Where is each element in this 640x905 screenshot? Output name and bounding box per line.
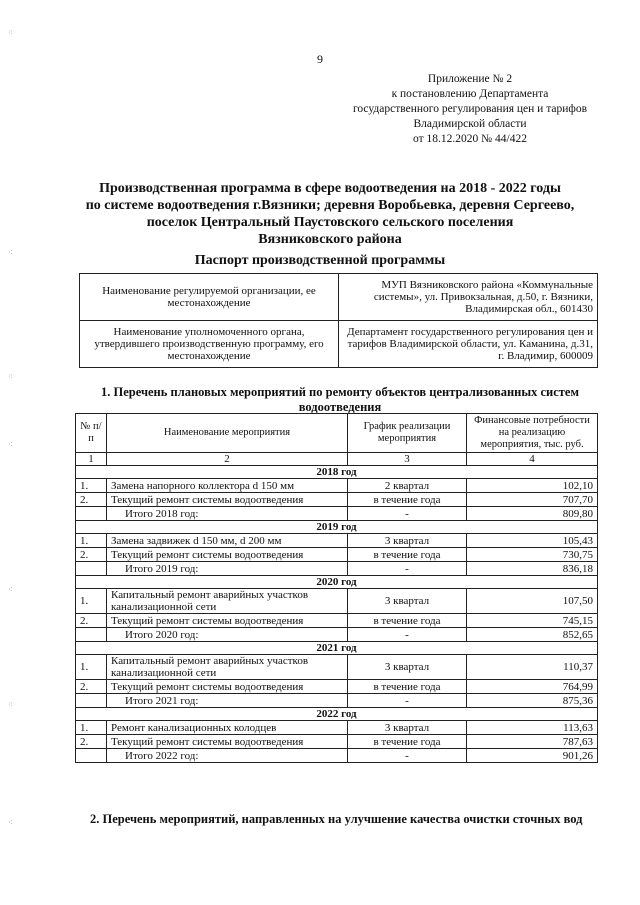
total-num [76, 507, 107, 521]
passport-table [79, 273, 598, 368]
page-number: 9 [317, 52, 323, 66]
margin-mark: ⁖ [8, 28, 13, 37]
year-row [76, 576, 598, 589]
item-name: Капитальный ремонт аварийных участков канализационной сети [107, 589, 348, 614]
margin-mark: ⁖ [8, 248, 13, 257]
total-label: Итого 2019 год: [107, 562, 348, 576]
margin-mark: ⁖ [8, 585, 13, 594]
total-label: Итого 2021 год: [107, 694, 348, 708]
item-schedule: 3 квартал [348, 589, 467, 614]
total-num [76, 628, 107, 642]
item-num: 2. [76, 493, 107, 507]
header-amount: Финансовые потребности на реализацию мероприятия, тыс. руб. [467, 414, 598, 453]
total-schedule: - [348, 628, 467, 642]
table-row [76, 479, 598, 493]
document-title [60, 180, 600, 248]
section2-title: 2. Перечень мероприятий, направленных на улучшение качества очистки сточных вод [90, 812, 583, 826]
item-name: Текущий ремонт системы водоотведения [107, 548, 348, 562]
item-amount: 745,15 [467, 614, 598, 628]
margin-mark: ⁖ [8, 818, 13, 827]
section1-title: 1. Перечень плановых мероприятий по ремонту объектов централизованных систем водоотведения [101, 385, 579, 414]
item-name: Ремонт канализационных колодцев [107, 721, 348, 735]
title-line: Вязниковского района [258, 232, 402, 247]
item-schedule: в течение года [348, 493, 467, 507]
item-amount: 102,10 [467, 479, 598, 493]
item-num: 2. [76, 680, 107, 694]
appendix-line: Приложение № 2 [427, 73, 513, 85]
total-num [76, 562, 107, 576]
item-schedule: в течение года [348, 735, 467, 749]
appendix-line: Владимирской области [413, 118, 527, 130]
item-num: 1. [76, 655, 107, 680]
header-num: № п/п [76, 414, 107, 453]
header-name: Наименование мероприятия [107, 414, 348, 453]
total-num [76, 749, 107, 763]
total-row [76, 628, 598, 642]
total-num [76, 694, 107, 708]
item-amount: 107,50 [467, 589, 598, 614]
item-name: Капитальный ремонт аварийных участков канализационной сети [107, 655, 348, 680]
colnum: 4 [467, 453, 598, 466]
item-amount: 730,75 [467, 548, 598, 562]
margin-mark: ⁖ [8, 440, 13, 449]
passport-value: Департамент государственного регулирования цен и тарифов Владимирской области, ул. Каманина, д.31, г. Владимир, 600009 [339, 321, 598, 368]
year-row [76, 521, 598, 534]
header-schedule: График реализации мероприятия [348, 414, 467, 453]
margin-mark: ⁖ [8, 372, 13, 381]
table-row [76, 548, 598, 562]
passport-value: МУП Вязниковского района «Коммунальные системы», ул. Привокзальная, д.50, г. Вязники, Владимирская обл., 601430 [339, 274, 598, 321]
table-row [76, 680, 598, 694]
year-row [76, 466, 598, 479]
total-row [76, 749, 598, 763]
total-amount: 809,80 [467, 507, 598, 521]
appendix-block [330, 72, 610, 147]
item-num: 2. [76, 735, 107, 749]
item-amount: 113,63 [467, 721, 598, 735]
total-schedule: - [348, 694, 467, 708]
item-schedule: 3 квартал [348, 721, 467, 735]
item-num: 2. [76, 548, 107, 562]
total-row [76, 694, 598, 708]
item-amount: 764,99 [467, 680, 598, 694]
total-schedule: - [348, 749, 467, 763]
year-label: 2018 год [76, 466, 598, 479]
item-name: Текущий ремонт системы водоотведения [107, 680, 348, 694]
total-amount: 901,26 [467, 749, 598, 763]
year-row [76, 642, 598, 655]
item-schedule: 3 квартал [348, 534, 467, 548]
appendix-line: к постановлению Департамента [391, 88, 549, 100]
passport-label: Наименование регулируемой организации, ее местонахождение [80, 274, 339, 321]
item-schedule: в течение года [348, 548, 467, 562]
margin-mark: ⁖ [8, 700, 13, 709]
item-schedule: 2 квартал [348, 479, 467, 493]
year-row [76, 708, 598, 721]
table-row [76, 655, 598, 680]
item-name: Текущий ремонт системы водоотведения [107, 493, 348, 507]
year-label: 2020 год [76, 576, 598, 589]
item-num: 1. [76, 534, 107, 548]
year-label: 2021 год [76, 642, 598, 655]
passport-label: Наименование уполномоченного органа, утвердившего производственную программу, его местонахождение [80, 321, 339, 368]
item-amount: 787,63 [467, 735, 598, 749]
item-name: Замена напорного коллектора d 150 мм [107, 479, 348, 493]
total-schedule: - [348, 562, 467, 576]
title-line: Производственная программа в сфере водоотведения на 2018 - 2022 годы [99, 181, 561, 196]
item-amount: 105,43 [467, 534, 598, 548]
colnum: 1 [76, 453, 107, 466]
table-row [76, 493, 598, 507]
item-num: 1. [76, 721, 107, 735]
total-amount: 875,36 [467, 694, 598, 708]
plan-header-row [76, 414, 598, 453]
item-amount: 110,37 [467, 655, 598, 680]
item-name: Замена задвижек d 150 мм, d 200 мм [107, 534, 348, 548]
appendix-line: государственного регулирования цен и тарифов [352, 103, 588, 115]
total-amount: 836,18 [467, 562, 598, 576]
item-num: 1. [76, 479, 107, 493]
table-row [76, 534, 598, 548]
title-line: поселок Центральный Паустовского сельского поселения [146, 215, 514, 230]
table-row [76, 589, 598, 614]
table-row [76, 614, 598, 628]
total-row [76, 507, 598, 521]
plan-table [75, 413, 598, 763]
total-label: Итого 2020 год: [107, 628, 348, 642]
item-name: Текущий ремонт системы водоотведения [107, 614, 348, 628]
table-row [76, 721, 598, 735]
passport-row [80, 321, 598, 368]
colnum: 3 [348, 453, 467, 466]
passport-row [80, 274, 598, 321]
total-amount: 852,65 [467, 628, 598, 642]
title-line: по системе водоотведения г.Вязники; деревня Воробьевка, деревня Сергеево, [85, 198, 575, 213]
item-schedule: в течение года [348, 614, 467, 628]
year-label: 2019 год [76, 521, 598, 534]
table-row [76, 735, 598, 749]
year-label: 2022 год [76, 708, 598, 721]
item-name: Текущий ремонт системы водоотведения [107, 735, 348, 749]
total-label: Итого 2018 год: [107, 507, 348, 521]
plan-colnum-row [76, 453, 598, 466]
total-row [76, 562, 598, 576]
appendix-line: от 18.12.2020 № 44/422 [413, 133, 527, 145]
item-schedule: в течение года [348, 680, 467, 694]
colnum: 2 [107, 453, 348, 466]
total-schedule: - [348, 507, 467, 521]
item-amount: 707,70 [467, 493, 598, 507]
item-schedule: 3 квартал [348, 655, 467, 680]
total-label: Итого 2022 год: [107, 749, 348, 763]
item-num: 2. [76, 614, 107, 628]
passport-title: Паспорт производственной программы [194, 253, 446, 268]
item-num: 1. [76, 589, 107, 614]
